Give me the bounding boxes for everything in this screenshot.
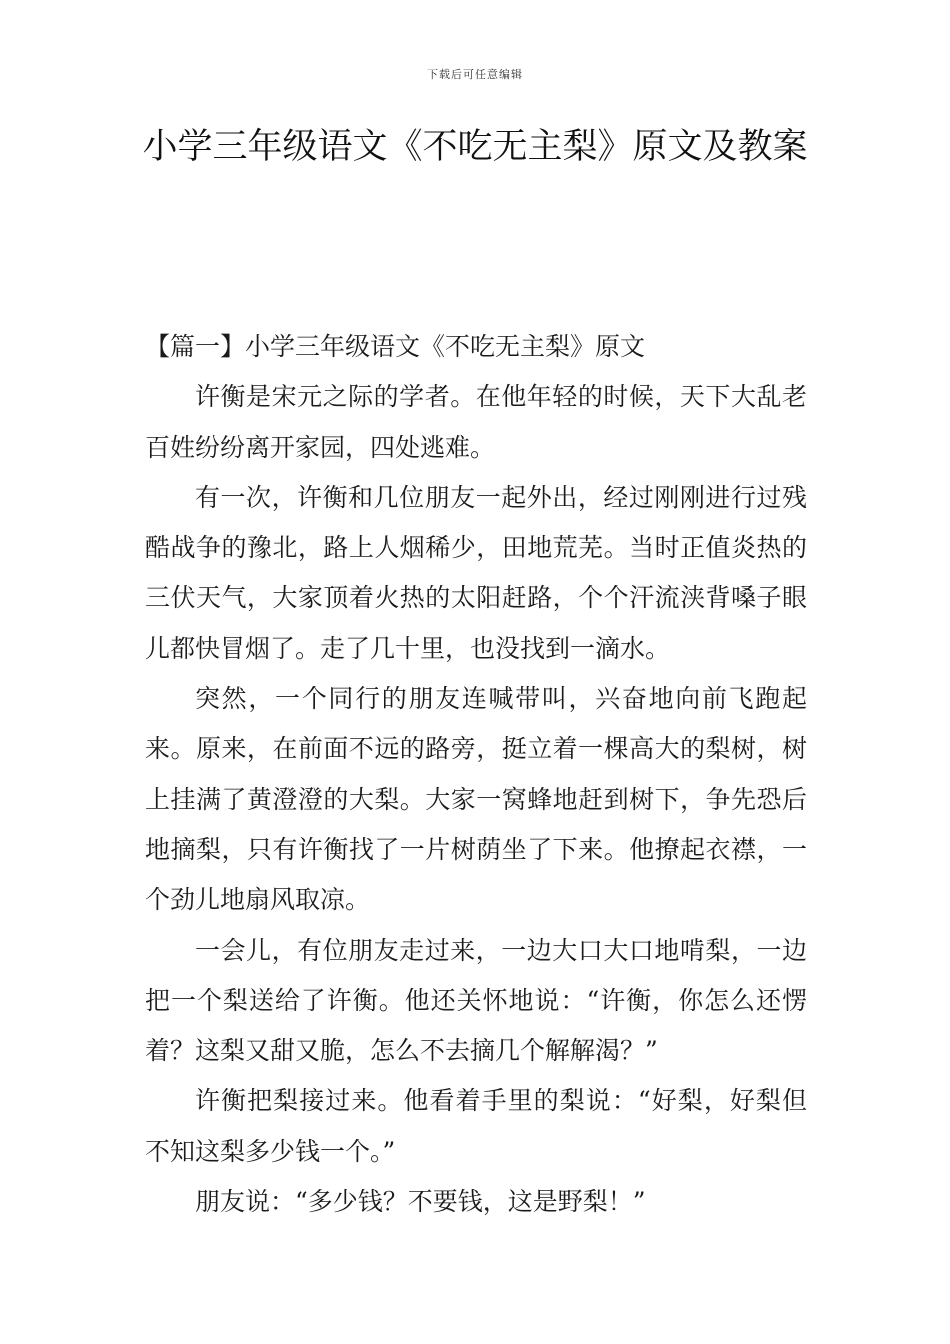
document-body: [145, 322, 807, 1227]
document-title: 小学三年级语文《不吃无主梨》原文及教案: [142, 127, 808, 167]
paragraph: 朋友说：“多少钱？不要钱，这是野梨！”: [195, 1187, 646, 1217]
paragraph: 许衡是宋元之际的学者。在他年轻的时候，天下大乱老百姓纷纷离开家园，四处逃难。: [145, 382, 807, 462]
paragraph: 有一次，许衡和几位朋友一起外出，经过刚刚进行过残酷战争的豫北，路上人烟稀少，田地荒芜。当时正值炎热的三伏天气，大家顶着火热的太阳赶路，个个汗流浃背嗓子眼儿都快冒烟了。走了几十里，也没找到一滴水。: [145, 482, 807, 663]
paragraph: 一会儿，有位朋友走过来，一边大口大口地啃梨，一边把一个梨送给了许衡。他还关怀地说：“许衡，你怎么还愣着？这梨又甜又脆，怎么不去摘几个解解渴？”: [145, 935, 807, 1066]
paragraph: 许衡把梨接过来。他看着手里的梨说：“好梨，好梨但不知这梨多少钱一个。”: [145, 1086, 807, 1166]
paragraph: 突然，一个同行的朋友连喊带叫，兴奋地向前飞跑起来。原来，在前面不远的路旁，挺立着一棵高大的梨树，树上挂满了黄澄澄的大梨。大家一窝蜂地赶到树下，争先恐后地摘梨，只有许衡找了一片树荫坐了下来。他撩起衣襟，一个劲儿地扇风取凉。: [145, 684, 807, 915]
section-heading: 【篇一】小学三年级语文《不吃无主梨》原文: [145, 332, 646, 361]
header-note: 下载后可任意编辑: [427, 68, 523, 81]
